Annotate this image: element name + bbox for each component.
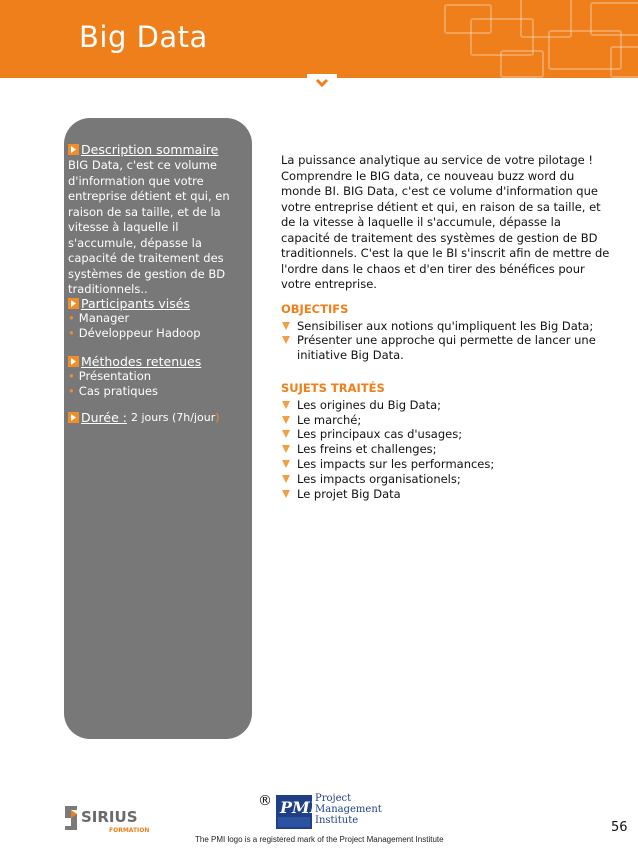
subjects-list (281, 398, 613, 502)
sirius-logo (63, 800, 171, 836)
objectives-title: OBJECTIFS (281, 301, 349, 316)
arrow-bullet-icon (68, 144, 79, 155)
registered-mark: ® (258, 793, 272, 809)
description-section (68, 142, 248, 298)
list-item: • Cas pratiques (68, 383, 158, 398)
participants-section (68, 296, 248, 340)
intro-paragraph: La puissance analytique au service de votre pilotage ! Comprendre le BIG data, ce nouveau buzz word du monde BI. BIG Data, c'est ce volume d'information que votre entreprise détient et qui, en raison de sa taille, et de la vitesse à laquelle il s'accumule, dépasse la capacité de traitement des systèmes de gestion de BD traditionnels. C'est la que le BI s'inscrit afin de mettre de l'ordre dans le chaos et d'en tirer des bénéfices pour votre entreprise. (281, 153, 610, 291)
list-item: Les origines du Big Data; (281, 398, 613, 413)
svg-text:SIRIUS: SIRIUS (81, 808, 138, 826)
svg-text:PMI: PMI (280, 798, 318, 817)
arrow-icon (281, 444, 291, 454)
list-item: Présenter une approche qui permette de lancer une initiative Big Data. (281, 333, 613, 363)
chevron-down-icon (307, 74, 337, 96)
description-heading: Description sommaire (81, 142, 219, 157)
arrow-bullet-icon (68, 298, 79, 309)
arrow-icon (281, 489, 291, 499)
arrow-icon (281, 459, 291, 469)
list-item: Le projet Big Data (281, 487, 613, 502)
methods-heading: Méthodes retenues (81, 354, 202, 369)
sidebar-panel (64, 118, 252, 739)
list-item: • Développeur Hadoop (68, 325, 201, 340)
list-item: Les principaux cas d'usages; (281, 427, 613, 442)
participants-heading: Participants visés (81, 296, 190, 311)
arrow-icon (281, 321, 291, 331)
pmi-text: Project Management Institute (315, 793, 382, 826)
list-item: Le marché; (281, 413, 613, 428)
list-item: • Manager (68, 311, 130, 325)
duration-close: ) (215, 411, 220, 424)
arrow-bullet-icon (68, 412, 79, 423)
arrow-icon (281, 474, 291, 484)
list-item: • Présentation (68, 369, 152, 383)
svg-text:FORMATION: FORMATION (109, 827, 150, 834)
arrow-icon (281, 429, 291, 439)
description-text: BIG Data, c'est ce volume d'information que votre entreprise détient et qui, en raison de sa taille, et de la vitesse à laquelle il s'accumule, dépasse la capacité de traitement des systèmes de gestion de BD traditionnels.. (68, 158, 230, 296)
duration-heading: Durée : (81, 410, 127, 425)
subjects-title: SUJETS TRAITÉS (281, 380, 385, 395)
duration-section (68, 410, 248, 425)
page-header (0, 0, 638, 78)
methods-section (68, 354, 248, 398)
list-item: Les impacts organisationels; (281, 472, 613, 487)
main-content (281, 153, 613, 501)
list-item: Les impacts sur les performances; (281, 457, 613, 472)
arrow-icon (281, 415, 291, 425)
arrow-bullet-icon (68, 356, 79, 367)
list-item: Sensibiliser aux notions qu'impliquent les Big Data; (281, 319, 613, 334)
page-number: 56 (611, 820, 628, 835)
duration-value: 2 jours (7h/jour (130, 411, 216, 424)
list-item: Les freins et challenges; (281, 442, 613, 457)
footer-note: The PMI logo is a registered mark of the Project Management Institute (195, 835, 444, 844)
objectives-list (281, 319, 613, 363)
arrow-icon (281, 400, 291, 410)
page-title: Big Data (79, 20, 208, 54)
arrow-icon (281, 335, 291, 345)
